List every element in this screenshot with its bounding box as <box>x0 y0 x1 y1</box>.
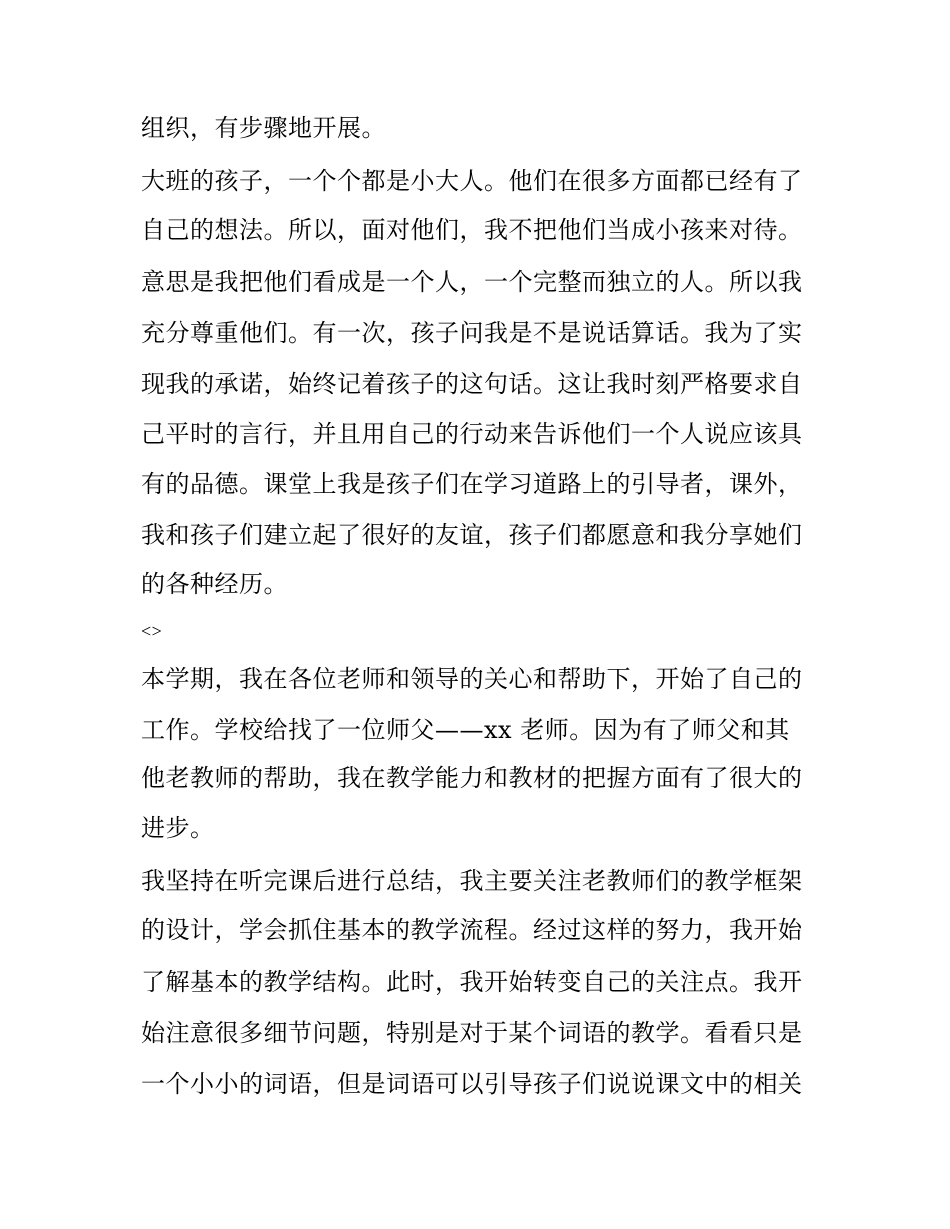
text-line-16: 我坚持在听完课后进行总结，我主要关注老教师们的教学框架 <box>141 867 803 895</box>
text-line-14: 他老教师的帮助，我在教学能力和教材的把握方面有了很大的 <box>141 764 803 792</box>
text-line-6: 现我的承诺，始终记着孩子的这句话。这让我时刻严格要求自 <box>141 370 803 398</box>
text-line-2: 大班的孩子，一个个都是小大人。他们在很多方面都已经有了 <box>141 167 803 195</box>
text-line-7: 己平时的言行，并且用自己的行动来告诉他们一个人说应该具 <box>141 420 803 448</box>
text-line-8: 有的品德。课堂上我是孩子们在学习道路上的引导者，课外， <box>141 470 803 498</box>
text-line-4: 意思是我把他们看成是一个人，一个完整而独立的人。所以我 <box>141 268 803 296</box>
text-line-10: 的各种经历。 <box>141 570 288 598</box>
text-line-19: 始注意很多细节问题，特别是对于某个词语的教学。看看只是 <box>141 1019 803 1047</box>
text-line-20: 一个小小的词语，但是词语可以引导孩子们说说课文中的相关 <box>141 1070 803 1098</box>
text-line-11: <> <box>141 621 163 641</box>
text-line-3: 自己的想法。所以，面对他们，我不把他们当成小孩来对待。 <box>141 216 803 244</box>
text-line-1: 组织，有步骤地开展。 <box>141 114 386 142</box>
text-line-9: 我和孩子们建立起了很好的友谊，孩子们都愿意和我分享她们 <box>141 521 803 549</box>
text-line-13: 工作。学校给找了一位师父——xx 老师。因为有了师父和其 <box>141 716 790 744</box>
text-line-12: 本学期，我在各位老师和领导的关心和帮助下，开始了自己的 <box>141 665 803 693</box>
text-line-17: 的设计，学会抓住基本的教学流程。经过这样的努力，我开始 <box>141 916 803 944</box>
text-line-18: 了解基本的教学结构。此时，我开始转变自己的关注点。我开 <box>141 968 803 996</box>
text-line-15: 进步。 <box>141 814 215 842</box>
text-line-5: 充分尊重他们。有一次，孩子问我是不是说话算话。我为了实 <box>141 319 803 347</box>
